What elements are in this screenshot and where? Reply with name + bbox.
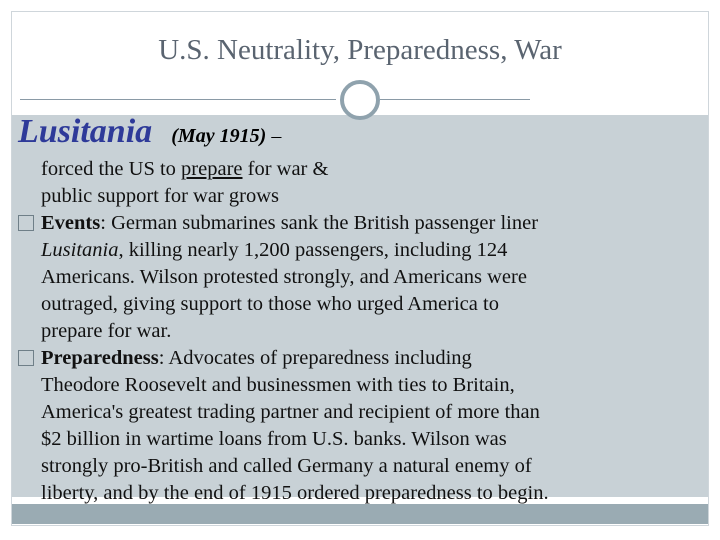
- bullet-events: Events: German submarines sank the British passenger liner Lusitania, killing nearly 1,200 passengers, including 124 Americans. Wilson protested strongly, and Americans were outraged, giving support to those who urged America to prepare for war.: [18, 210, 708, 345]
- prepare-word: prepare: [181, 158, 243, 180]
- lusitania-italic: Lusitania: [41, 239, 119, 261]
- title-divider-left: [20, 99, 336, 100]
- preparedness-label: Preparedness: [41, 347, 159, 369]
- intro-line-2: public support for war grows: [41, 185, 279, 207]
- slide-body: [18, 156, 708, 507]
- heading-dash: –: [271, 125, 282, 147]
- events-label: Events: [41, 212, 101, 234]
- heading-line: [18, 113, 281, 151]
- heading-lusitania: Lusitania: [18, 113, 153, 150]
- checkbox-bullet-icon: [18, 215, 34, 231]
- bullet-preparedness: Preparedness: Advocates of preparedness including Theodore Roosevelt and businessmen with ties to Britain, America's greatest trading partner and recipient of more than $2 billion in wartime loans from U.S. banks. Wilson was strongly pro-British and called Germany a natural enemy of liberty, and by the end of 1915 ordered preparedness to begin.: [18, 345, 708, 507]
- footer-bar: [12, 504, 708, 524]
- checkbox-bullet-icon: [18, 350, 34, 366]
- slide-title: U.S. Neutrality, Preparedness, War: [158, 34, 562, 66]
- intro-line-1: forced the US to prepare for war &: [41, 158, 329, 180]
- heading-date: (May 1915): [171, 125, 267, 147]
- title-divider-right: [380, 99, 530, 100]
- circle-ornament-icon: [340, 80, 380, 120]
